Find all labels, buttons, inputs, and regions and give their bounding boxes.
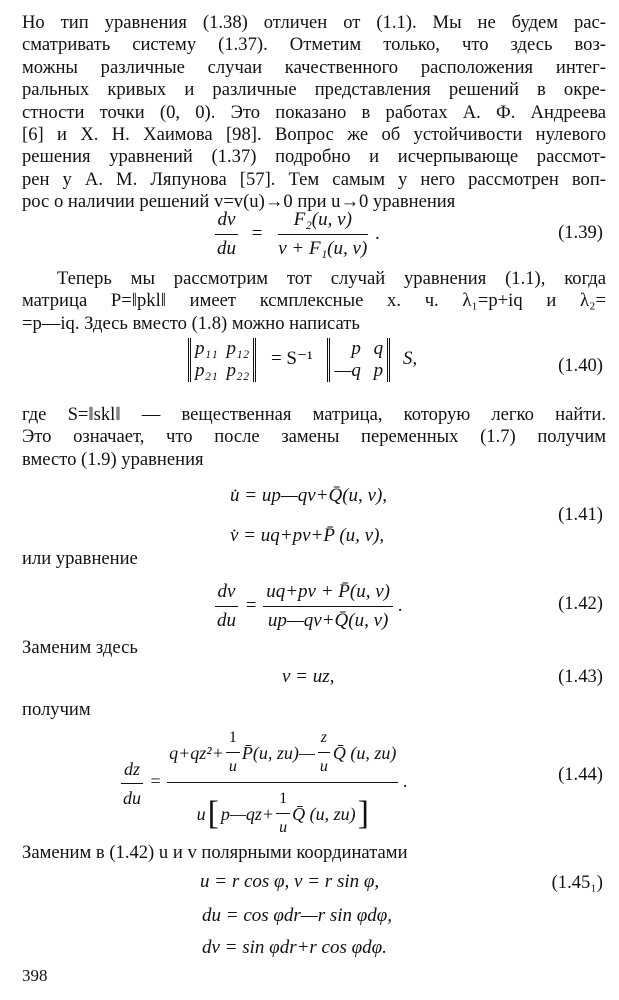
fraction bbox=[317, 726, 331, 779]
fraction bbox=[214, 208, 239, 261]
denominator: u bbox=[279, 819, 288, 836]
denominator: v + F₁(u, v) bbox=[278, 238, 368, 259]
equation-1-45-line2: du = cos φdr—r sin φdφ, bbox=[202, 905, 393, 926]
equals-s-inverse: = S⁻¹ bbox=[270, 348, 313, 370]
equation-1-41-line1: u̇ = up—qv+Q̄(u, v), bbox=[230, 485, 388, 506]
equation-1-45-line1: u = r cos φ, v = r sin φ, bbox=[200, 871, 380, 892]
numerator: 1 bbox=[226, 726, 240, 753]
text-line: можны различные случаи качественного расположения интег- bbox=[22, 56, 606, 78]
equation-1-44 bbox=[120, 726, 407, 840]
text-line: рос о наличии решений v=v(u)→0 при u→0 уравнения bbox=[22, 191, 456, 213]
text-line: Теперь мы рассмотрим тот случай уравнения (1.1), когда bbox=[57, 268, 606, 289]
matrix-norm bbox=[327, 338, 390, 382]
text-polar: Заменим в (1.42) u и v полярными координатами bbox=[22, 842, 408, 863]
equation-1-41-line2: v̇ = uq+pv+P̄ (u, v), bbox=[230, 525, 385, 546]
fraction bbox=[276, 787, 290, 840]
equation-number: (1.45₁) bbox=[551, 872, 603, 893]
matrix-row bbox=[334, 338, 383, 360]
denominator: u bbox=[319, 758, 328, 775]
term: u bbox=[196, 803, 206, 824]
equation-1-42 bbox=[214, 580, 403, 633]
punctuation: . bbox=[402, 771, 408, 792]
paragraph-1 bbox=[22, 12, 606, 214]
equals-sign: = bbox=[245, 594, 257, 616]
matrix-norm bbox=[188, 338, 256, 382]
term: q+qz²+ bbox=[169, 742, 224, 763]
matrix-row bbox=[195, 360, 249, 382]
equation-number: (1.40) bbox=[558, 355, 603, 376]
fraction bbox=[226, 726, 240, 779]
numerator: F₂(u, v) bbox=[278, 208, 368, 235]
matrix-entry: p₁₂ bbox=[226, 338, 250, 359]
text-line: Но тип уравнения (1.38) отличен от (1.1). Мы не будем рас- bbox=[22, 12, 606, 33]
matrix-entry: p bbox=[373, 360, 384, 381]
paragraph-3 bbox=[22, 404, 606, 471]
left-bracket: [ bbox=[207, 794, 219, 832]
text-replace-here: Заменим здесь bbox=[22, 637, 138, 658]
matrix-entry: p bbox=[351, 338, 361, 359]
term: P̄(u, zu)— bbox=[241, 742, 315, 763]
numerator: z bbox=[318, 726, 330, 753]
equation-number: (1.39) bbox=[558, 222, 603, 243]
denominator: du bbox=[123, 787, 141, 808]
matrix-entry: —q bbox=[334, 360, 361, 381]
denominator bbox=[194, 783, 372, 840]
equation-number: (1.42) bbox=[558, 593, 603, 614]
matrix-row bbox=[334, 360, 383, 382]
fraction bbox=[120, 757, 144, 810]
term: p—qz+ bbox=[220, 803, 275, 824]
equation-number: (1.43) bbox=[558, 666, 603, 687]
paragraph-2 bbox=[22, 268, 606, 335]
term: Q̄ (u, zu) bbox=[332, 742, 397, 763]
text-we-get: получим bbox=[22, 699, 91, 720]
equation-1-45-line3: dv = sin φdr+r cos φdφ. bbox=[202, 937, 387, 958]
matrix-entry: p₂₁ bbox=[195, 360, 218, 381]
text-line: стности точки (0, 0). Это показано в работах А. Ф. Андреева bbox=[22, 101, 606, 123]
numerator bbox=[167, 726, 398, 783]
numerator: dv bbox=[215, 208, 239, 235]
text-line: Это означает, что после замены переменных (1.7) получим bbox=[22, 426, 606, 448]
denominator: u bbox=[228, 758, 237, 775]
numerator: uq+pv + P̄(u, v) bbox=[263, 580, 393, 607]
fraction bbox=[167, 726, 398, 840]
equals-sign: = bbox=[150, 771, 161, 792]
text-line: сматривать систему (1.37). Отметим только, что здесь воз- bbox=[22, 34, 606, 56]
text-or-equation: или уравнение bbox=[22, 548, 138, 569]
matrix-entry: q bbox=[373, 338, 384, 359]
denominator: du bbox=[217, 610, 236, 631]
text-line: [6] и Х. Н. Хаимова [98]. Вопрос же об устойчивости нулевого bbox=[22, 124, 606, 146]
text-line: вместо (1.9) уравнения bbox=[22, 448, 204, 470]
punctuation: . bbox=[375, 222, 380, 244]
equation-number: (1.41) bbox=[558, 504, 603, 525]
text-line: рен у А. М. Ляпунова [57]. Тем самым у него рассмотрен воп- bbox=[22, 168, 606, 190]
text-line: матрица P=‖pkl‖ имеет ксмплексные х. ч. λ₁=p+iq и λ₂= bbox=[22, 290, 606, 312]
page-number: 398 bbox=[22, 966, 48, 985]
matrix-row bbox=[195, 338, 249, 360]
right-bracket: ] bbox=[357, 794, 369, 832]
matrix-entry: p₂₂ bbox=[226, 360, 250, 381]
numerator: dz bbox=[121, 757, 143, 784]
numerator: dv bbox=[215, 580, 239, 607]
denominator: du bbox=[217, 238, 236, 259]
matrix-entry: p₁₁ bbox=[195, 338, 218, 359]
text-line: решения уравнений (1.37) подробно и исчерпывающе рассмот- bbox=[22, 146, 606, 168]
text-line: где S=‖skl‖ — вещественная матрица, которую легко найти. bbox=[22, 404, 606, 425]
term: Q̄ (u, zu) bbox=[292, 803, 356, 824]
text-line: ральных кривых и различные представления решений в окре- bbox=[22, 79, 606, 101]
text-line: =p—iq. Здесь вместо (1.8) можно написать bbox=[22, 312, 360, 334]
equals-sign: = bbox=[251, 222, 263, 244]
equation-number: (1.44) bbox=[558, 764, 603, 785]
equation-1-40 bbox=[188, 338, 417, 382]
matrix-s: S, bbox=[402, 348, 418, 370]
fraction bbox=[275, 208, 370, 261]
punctuation: . bbox=[397, 594, 403, 616]
fraction bbox=[214, 580, 239, 633]
numerator: 1 bbox=[276, 787, 290, 814]
equation-1-39 bbox=[214, 208, 380, 261]
denominator: up—qv+Q̄(u, v) bbox=[267, 610, 389, 631]
equation-1-43: v = uz, bbox=[282, 666, 335, 687]
fraction bbox=[263, 580, 393, 633]
